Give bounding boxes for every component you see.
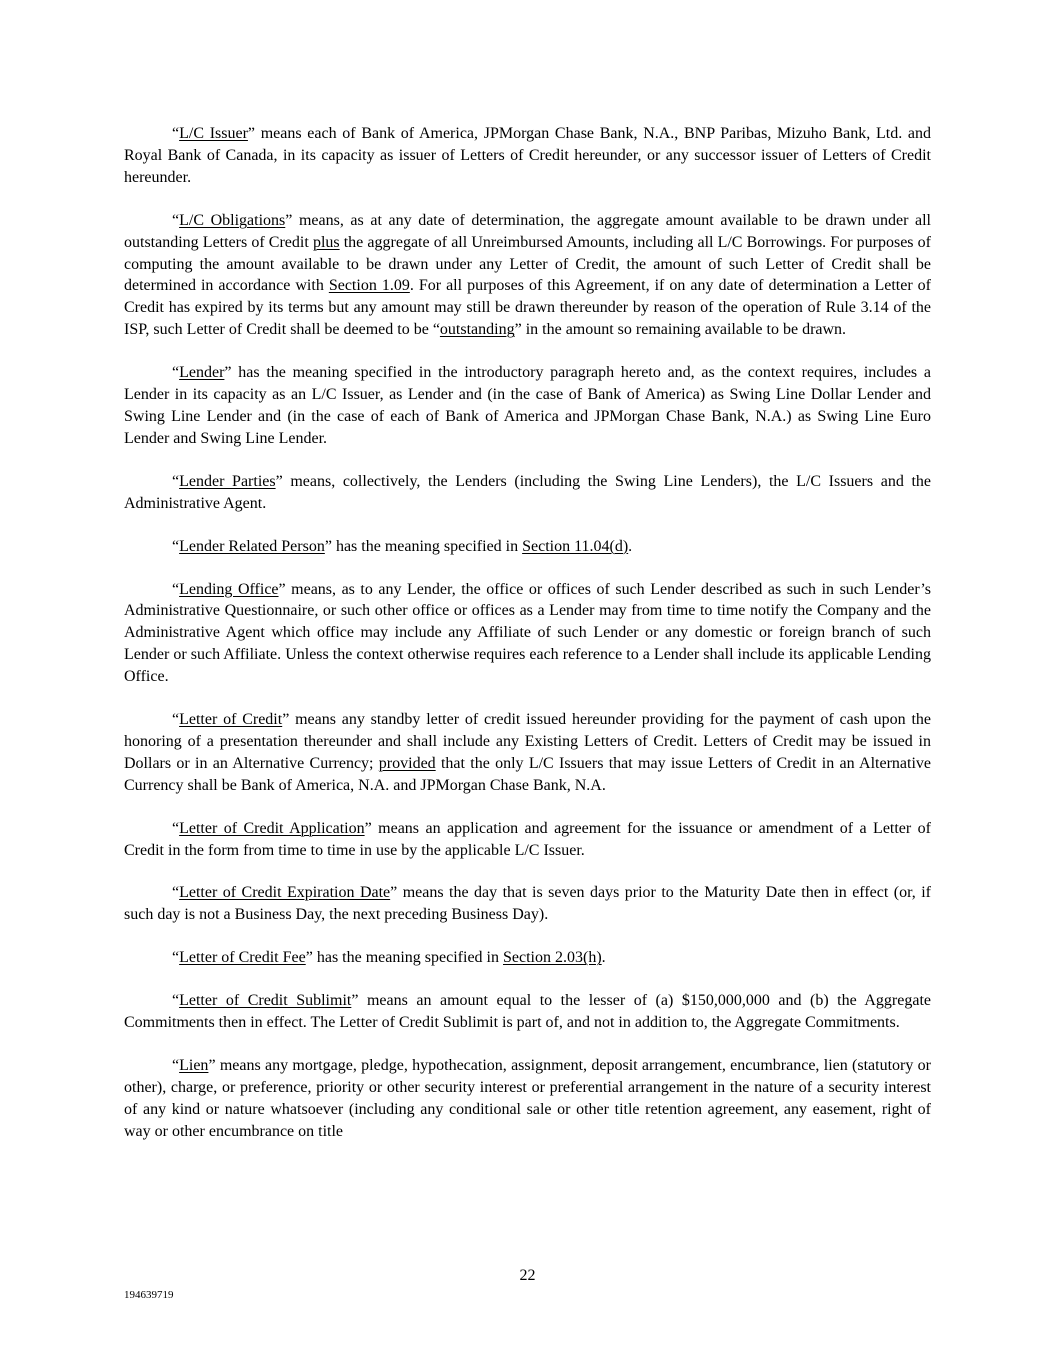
defined-term: Lender Parties [179, 472, 276, 490]
defined-term: Letter of Credit [179, 711, 283, 729]
definition-letter-of-credit [124, 709, 931, 797]
definition-text: ” means an application and agreement for the issuance or amendment of a Letter of Credit in the form from time to time in use by the applicable L/C Issuer. [124, 819, 932, 859]
definition-text: ” means an amount equal to the lesser of (a) $150,000,000 and (b) the Aggregate Commitments then in effect. The Letter of Credit Sublimit is part of, and not in addition to, the Aggregate Commitments. [124, 992, 932, 1032]
definition-letter-of-credit-sublimit [124, 990, 931, 1034]
definition-lc-obligations [124, 210, 931, 341]
definition-text: ” means, as to any Lender, the office or offices of such Lender described as such in such Lender’s Administrative Questionnaire, or such other office or offices as a Lender may from time to time notify the Company and the Administrative Agent which office may include any Affiliate of such Lender or any domestic or foreign branch of such Lender or such Affiliate. Unless the context otherwise requires each reference to a Lender shall include its applicable Lending Office. [124, 580, 931, 686]
definition-text: that the only L/C Issuers that may issue Letters of Credit in an Alternative Currency shall be Bank of America, N.A. and JPMorgan Chase Bank, N.A. [124, 754, 931, 794]
definition-text: “ [172, 1057, 180, 1074]
definition-text: “ [172, 819, 180, 837]
page-number: 22 [519, 1267, 536, 1284]
definition-text: ” means each of Bank of America, JPMorgan Chase Bank, N.A., BNP Paribas, Mizuho Bank, Ltd. and Royal Bank of Canada, in its capacity as issuer of Letters of Credit hereunder, or any successor issuer of Letters of Credit hereunder. [124, 125, 931, 186]
definition-text: ” has the meaning specified in [324, 537, 523, 555]
defined-term: Lender [179, 364, 225, 382]
definition-text: . [628, 537, 633, 555]
definition-text: “ [172, 949, 180, 967]
definition-text: “ [172, 992, 180, 1010]
cross-reference: plus [312, 233, 340, 251]
definition-lender-related-person [124, 536, 931, 558]
defined-term: Letter of Credit Expiration Date [179, 884, 391, 902]
definition-text: “ [172, 537, 180, 555]
definition-letter-of-credit-expiration-date [124, 882, 931, 926]
cross-reference: Section 1.09 [328, 277, 410, 295]
cross-reference: outstanding [439, 321, 515, 339]
document-id: 194639719 [124, 1289, 174, 1301]
definition-text: ” means, as at any date of determination, the aggregate amount available to be drawn under all outstanding Letters of Credit [124, 211, 931, 251]
definition-lc-issuer [124, 123, 931, 189]
definition-text: ” means the day that is seven days prior to the Maturity Date then in effect (or, if such day is not a Business Day, the next preceding Business Day). [124, 884, 931, 924]
definition-text: “ [172, 711, 180, 729]
definition-text: “ [172, 125, 180, 142]
defined-term: Letter of Credit Fee [179, 949, 306, 967]
definition-text: “ [172, 364, 180, 382]
definition-text: the aggregate of all Unreimbursed Amounts, including all L/C Borrowings. For purposes of computing the amount available to be drawn under any Letter of Credit, the amount of such Letter of Credit shall be determined in accordance with [124, 233, 931, 295]
cross-reference: Section 2.03(h) [503, 949, 602, 967]
definition-text: . For all purposes of this Agreement, if on any date of determination a Letter of Credit has expired by its terms but any amount may still be drawn thereunder by reason of the operation of Rule 3.14 of the ISP, such Letter of Credit shall be deemed to be “ [124, 277, 932, 339]
definition-text: “ [172, 211, 180, 229]
defined-term: Lien [179, 1057, 209, 1074]
definition-text: ” means any mortgage, pledge, hypothecation, assignment, deposit arrangement, encumbrance, lien (statutory or other), charge, or preference, priority or other security interest or preferential arrangement in the nature of a security interest of any kind or nature whatsoever (including any conditional sale or other title retention agreement, any easement, right of way or other encumbrance on title [124, 1057, 931, 1140]
definition-text: “ [172, 884, 180, 902]
definition-text: . [601, 949, 606, 967]
definition-lender-parties [124, 471, 931, 515]
cross-reference: Section 11.04(d) [522, 537, 629, 555]
definition-text: ” in the amount so remaining available to be drawn. [514, 321, 847, 339]
definition-text: “ [172, 472, 180, 490]
definition-text: ” means any standby letter of credit issued hereunder providing for the payment of cash upon the honoring of a presentation thereunder and shall include any Existing Letters of Credit. Letters of Credit may be issued in Dollars or in an Alternative Currency; [124, 711, 932, 772]
defined-term: Lending Office [179, 580, 279, 598]
defined-term: Letter of Credit Application [179, 819, 365, 837]
definition-letter-of-credit-fee [124, 947, 931, 969]
definition-lender [124, 362, 931, 450]
definition-text: ” has the meaning specified in the introductory paragraph hereto and, as the context requires, includes a Lender in its capacity as an L/C Issuer, as Lender and (in the case of Bank of America) as Swing Line Dollar Lender and Swing Line Lender and (in the case of each of Bank of America and JPMorgan Chase Bank, N.A.) as Swing Line Euro Lender and Swing Line Lender. [124, 364, 931, 447]
definition-letter-of-credit-application [124, 818, 931, 862]
definition-lien [124, 1055, 931, 1143]
document-body [124, 123, 931, 1164]
defined-term: L/C Obligations [179, 211, 286, 229]
definition-text: ” means, collectively, the Lenders (including the Swing Line Lenders), the L/C Issuers and the Administrative Agent. [124, 472, 931, 512]
defined-term: L/C Issuer [179, 125, 248, 142]
defined-term: Letter of Credit Sublimit [179, 992, 352, 1010]
cross-reference: provided [378, 754, 436, 772]
definition-lending-office [124, 579, 931, 689]
definition-text: ” has the meaning specified in [305, 949, 503, 967]
definition-text: “ [172, 580, 180, 598]
defined-term: Lender Related Person [179, 537, 325, 555]
